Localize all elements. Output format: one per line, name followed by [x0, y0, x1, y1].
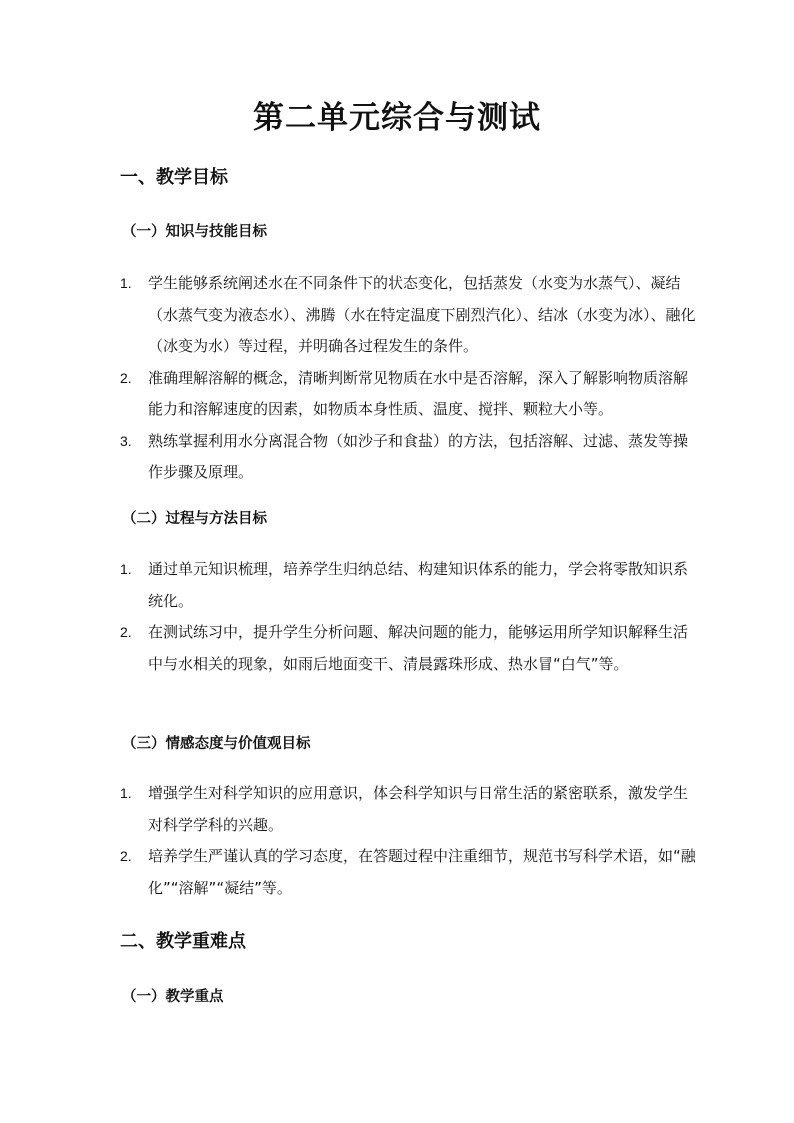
- section-heading-teaching-goals: 一、教学目标: [120, 167, 228, 188]
- list-item: [120, 617, 700, 680]
- list-item: [120, 778, 700, 841]
- list-item-number: 1.: [120, 275, 132, 291]
- list-item: [120, 363, 700, 426]
- list-item: [120, 268, 700, 363]
- list-item-text: 熟练掌握利用水分离混合物（如沙子和食盐）的方法，包括溶解、过滤、蒸发等操作步骤及原理。: [148, 431, 689, 481]
- list-item-number: 1.: [120, 785, 132, 801]
- list-item-number: 2.: [120, 369, 132, 386]
- list-item-text: 学生能够系统阐述水在不同条件下的状态变化，包括蒸发（水变为水蒸气）、凝结（水蒸气变为液态水）、沸腾（水在特定温度下剧烈汽化）、结冰（水变为冰）、融化（冰变为水）等过程，并明确各过程发生的条件。: [148, 274, 696, 355]
- subsection-heading-process-methods: （二）过程与方法目标: [122, 511, 267, 527]
- list-item: [120, 841, 700, 904]
- subsection-heading-attitudes-values: （三）情感态度与价值观目标: [122, 736, 311, 752]
- attitudes-values-list: [120, 778, 700, 904]
- list-item-number: 3.: [120, 432, 132, 449]
- list-item: [120, 554, 700, 617]
- section-heading-key-difficult-points: 二、教学重难点: [120, 931, 246, 952]
- list-item-text: 准确理解溶解的概念，清晰判断常见物质在水中是否溶解，深入了解影响物质溶解能力和溶解速度的因素，如物质本身性质、温度、搅拌、颗粒大小等。: [148, 368, 689, 418]
- list-item-number: 2.: [120, 624, 132, 640]
- list-item: [120, 426, 700, 489]
- knowledge-skills-list: [120, 268, 700, 489]
- list-item-text: 增强学生对科学知识的应用意识，体会科学知识与日常生活的紧密联系，激发学生对科学学科的兴趣。: [148, 784, 689, 834]
- list-item-text: 在测试练习中，提升学生分析问题、解决问题的能力，能够运用所学知识解释生活中与水相关的现象，如雨后地面变干、清晨露珠形成、热水冒“白气”等。: [148, 623, 689, 673]
- process-methods-list: [120, 554, 700, 680]
- list-item-text: 通过单元知识梳理，培养学生归纳总结、构建知识体系的能力，学会将零散知识系统化。: [148, 560, 689, 610]
- subsection-heading-knowledge-skills: （一）知识与技能目标: [122, 224, 267, 240]
- subsection-heading-teaching-key-points: （一）教学重点: [122, 989, 224, 1005]
- list-item-text: 培养学生严谨认真的学习态度，在答题过程中注重细节，规范书写科学术语，如“融化”“溶解”“凝结”等。: [148, 847, 696, 897]
- list-item-number: 2.: [120, 848, 132, 864]
- list-item-number: 1.: [120, 561, 132, 577]
- document-title: 第二单元综合与测试: [253, 100, 541, 136]
